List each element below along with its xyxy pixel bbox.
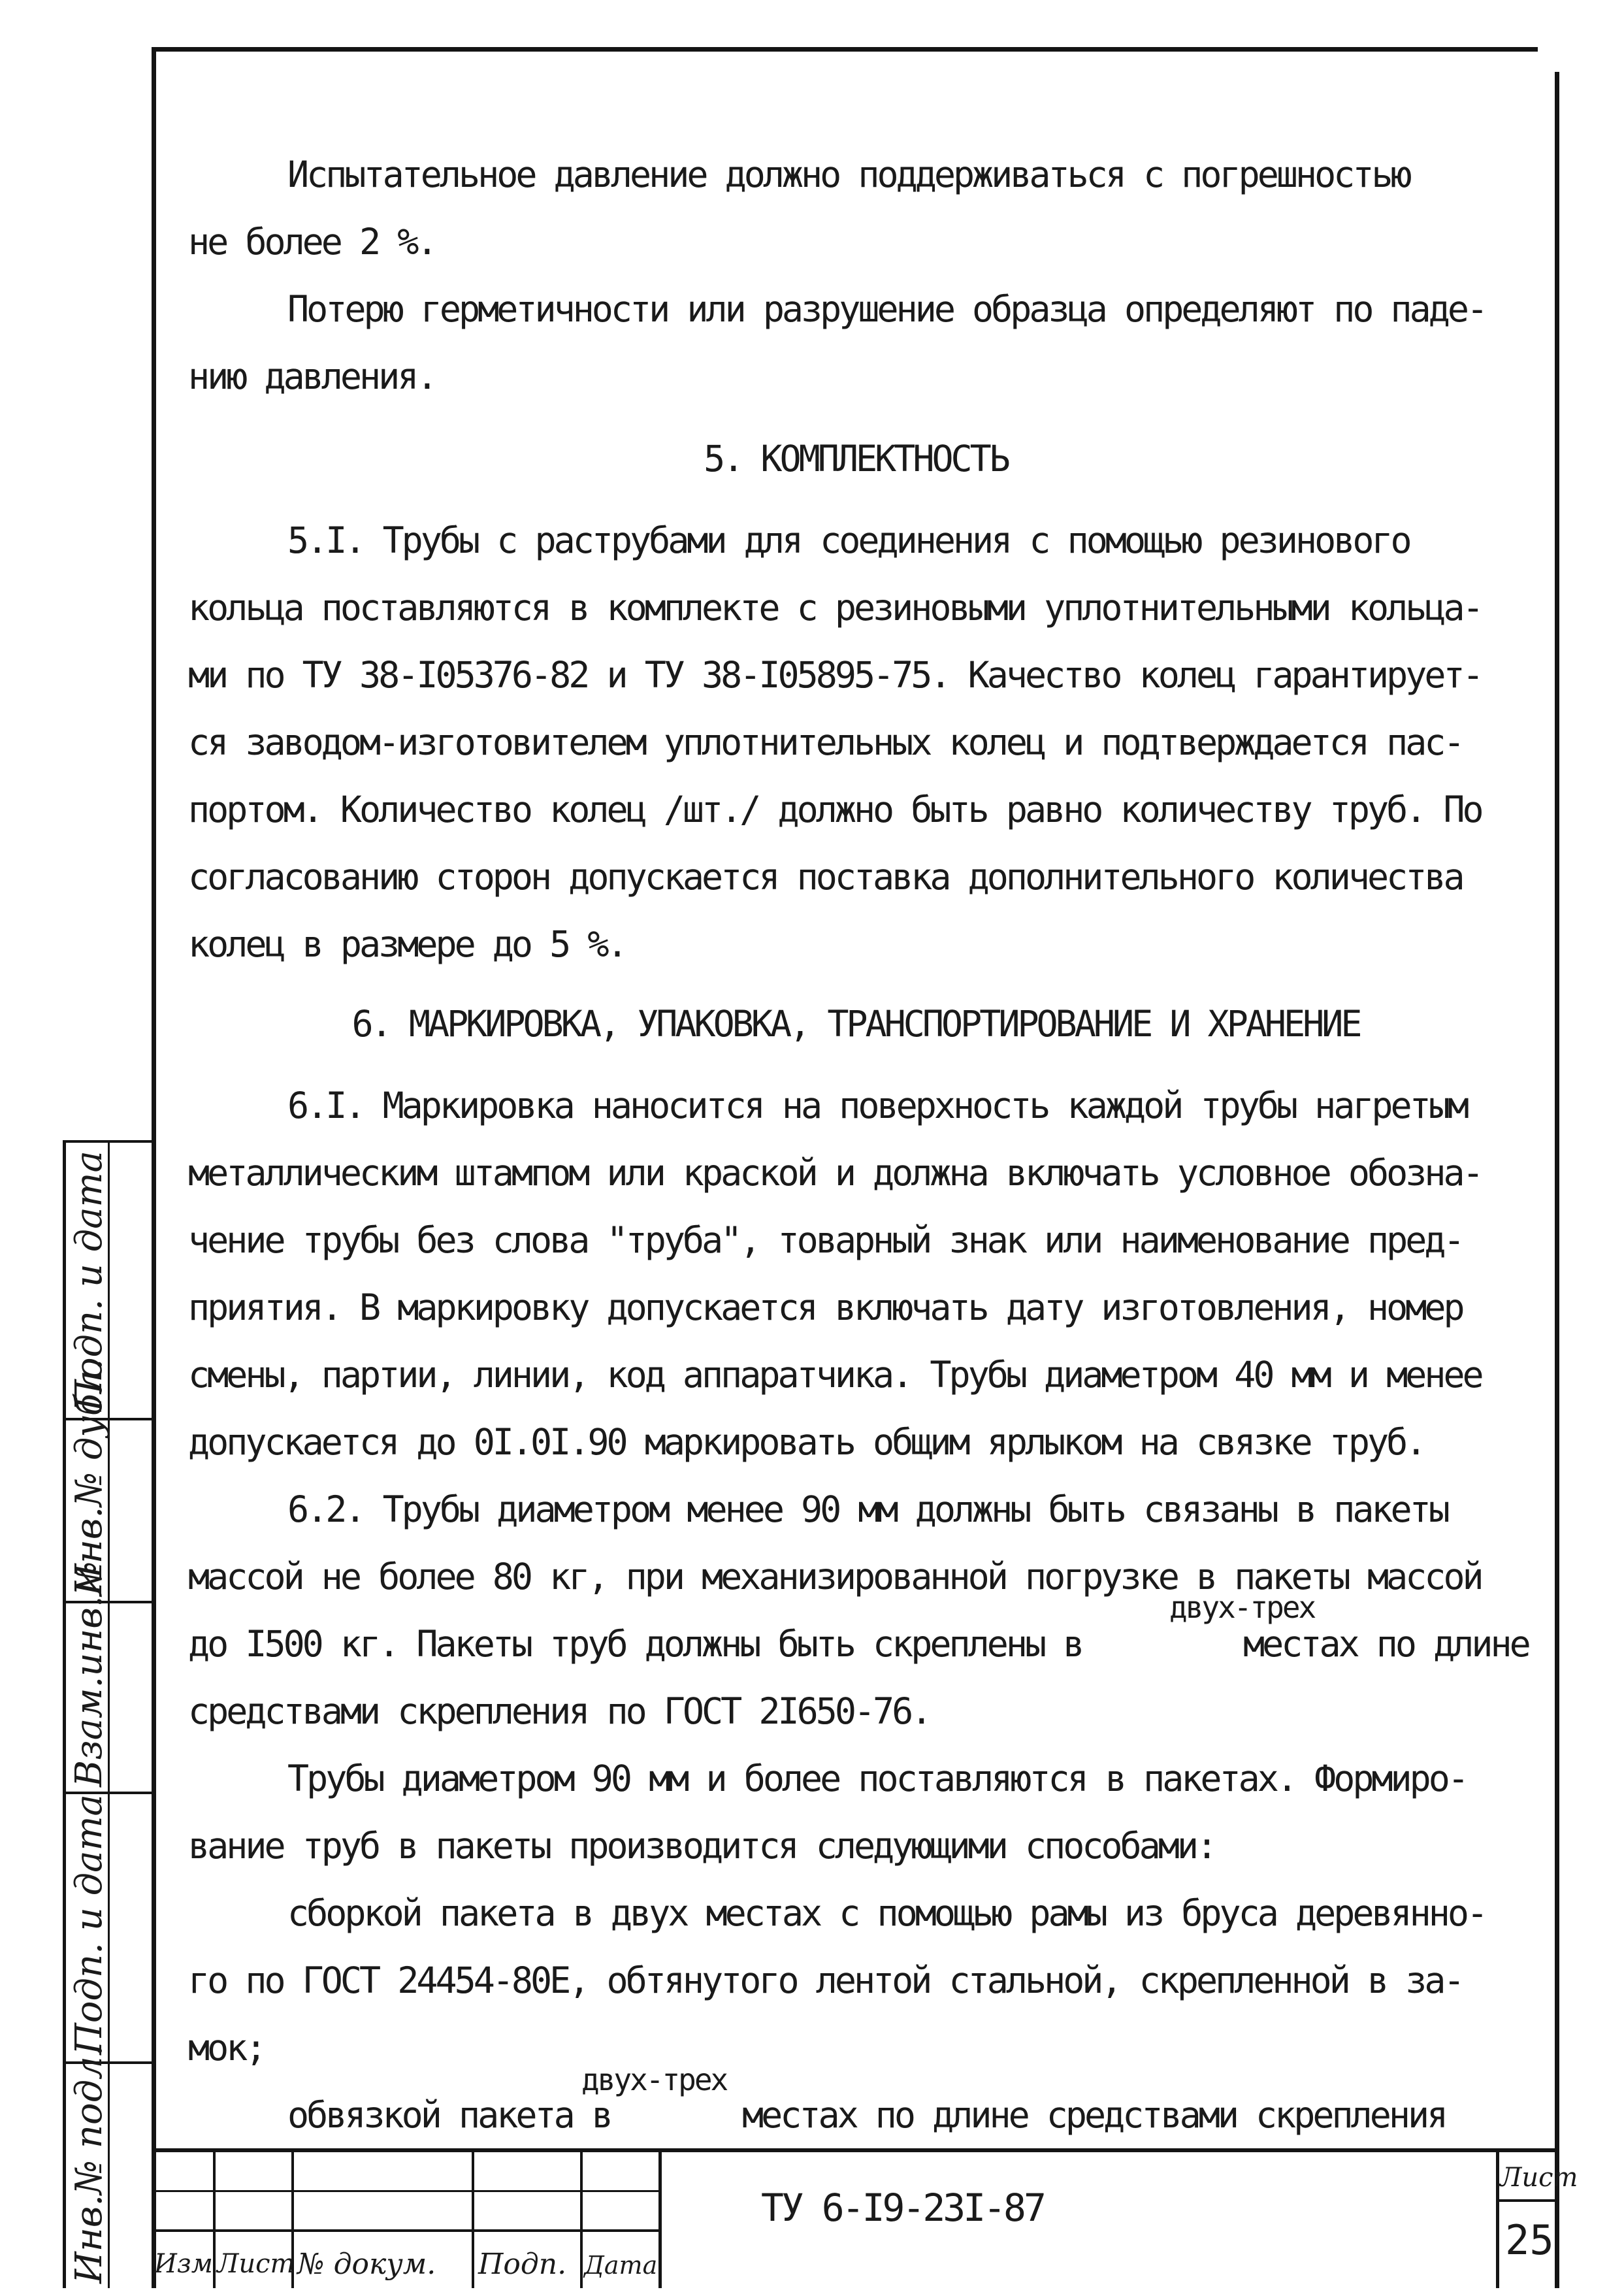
title-block-v-4 — [580, 2148, 583, 2288]
section-heading-5: 5. КОМПЛЕКТНОСТЬ — [704, 438, 1008, 480]
section-5-1-line-7: колец в размере до 5 %. — [188, 923, 626, 965]
title-block-v-sheet — [1496, 2148, 1499, 2288]
side-label-podp-data-2: Подп. и дата — [68, 1794, 110, 2055]
section-5-1-line-4: ся заводом-изготовителем уплотнительных колец и подтверждается пас- — [188, 721, 1463, 763]
side-stamp-top — [63, 1140, 154, 1143]
section-6-2-line-3a: до I500 кг. Пакеты труб должны быть скреплены в — [188, 1623, 1082, 1665]
section-6-1-line-6: допускается до 0I.0I.90 маркировать общим ярлыком на связке труб. — [188, 1421, 1425, 1463]
paragraph-leak-line-2: нию давления. — [188, 355, 436, 397]
frame-right-border — [1555, 72, 1559, 2288]
section-5-1-line-6: согласованию сторон допускается поставка дополнительного количества — [188, 856, 1463, 898]
section-6-2-line-1: 6.2. Трубы диаметром менее 90 мм должны быть связаны в пакеты — [287, 1488, 1448, 1530]
section-6-2-line-4: средствами скрепления по ГОСТ 2I650-76. — [188, 1690, 930, 1732]
section-heading-6: 6. МАРКИРОВКА, УПАКОВКА, ТРАНСПОРТИРОВАНИЕ И ХРАНЕНИЕ — [351, 1003, 1360, 1045]
method-1-line-1: сборкой пакета в двух местах с помощью рамы из бруса деревянно- — [287, 1892, 1486, 1934]
title-block-row-1 — [152, 2190, 661, 2192]
paragraph-packets-line-2: вание труб в пакеты производится следующими способами: — [188, 1825, 1216, 1867]
title-block-v-3 — [472, 2148, 474, 2288]
side-label-inv-podl: Инв.№ подл. — [68, 2044, 110, 2284]
section-6-1-line-4: приятия. В маркировку допускается включать дату изготовления, номер — [188, 1286, 1463, 1328]
method-1-line-3: мок; — [188, 2027, 265, 2069]
method-2-line-1a: обвязкой пакета в — [287, 2094, 611, 2136]
section-6-1-line-3: чение трубы без слова "труба", товарный знак или наименование пред- — [188, 1219, 1463, 1261]
section-5-1-line-3: ми по ТУ 38-I05376-82 и ТУ 38-I05895-75. Качество колец гарантирует- — [188, 654, 1482, 696]
side-stamp-outer-left — [63, 1140, 66, 2288]
frame-left-border — [152, 47, 156, 2288]
method-2-insert-dvuh-treh: двух-трех — [581, 2062, 727, 2097]
document-code: ТУ 6-I9-23I-87 — [761, 2186, 1044, 2230]
section-6-2-insert-dvuh-treh: двух-трех — [1169, 1590, 1315, 1625]
paragraph-leak-line-1: Потерю герметичности или разрушение образца определяют по паде- — [287, 288, 1486, 330]
title-block-top — [152, 2148, 1559, 2152]
col-label-data: Дата — [584, 2251, 658, 2280]
col-label-doc: № докум. — [297, 2248, 436, 2281]
side-label-vzam-inv: Взам.инв.№ — [68, 1561, 110, 1787]
col-label-list: Лист — [217, 2249, 295, 2279]
col-label-izm: Изм — [154, 2249, 213, 2279]
col-label-podp: Подп. — [478, 2248, 567, 2281]
sheet-number: 25 — [1505, 2216, 1554, 2264]
frame-top-border — [152, 47, 1538, 52]
title-block-sheet-divider — [1496, 2199, 1559, 2202]
section-5-1-line-2: кольца поставляются в комплекте с резиновыми уплотнительными кольца- — [188, 587, 1482, 629]
paragraph-pressure-line-1: Испытательное давление должно поддерживаться с погрешностью — [287, 154, 1410, 195]
method-1-line-2: го по ГОСТ 24454-80Е, обтянутого лентой стальной, скрепленной в за- — [188, 1959, 1463, 2001]
title-block-v-1 — [213, 2148, 216, 2288]
section-5-1-line-1: 5.I. Трубы с раструбами для соединения с помощью резинового — [287, 519, 1410, 561]
section-5-1-line-5: портом. Количество колец /шт./ должно быть равно количеству труб. По — [188, 789, 1482, 830]
method-2-line-1b: местах по длине средствами скрепления — [742, 2094, 1446, 2136]
paragraph-packets-line-1: Трубы диаметром 90 мм и более поставляются в пакетах. Формиро- — [287, 1758, 1467, 1799]
side-label-inv-dubl: Инв.№ дубл. — [68, 1358, 110, 1596]
paragraph-pressure-line-2: не более 2 %. — [188, 221, 436, 263]
section-6-1-line-1: 6.I. Маркировка наносится на поверхность каждой трубы нагретым — [287, 1085, 1467, 1126]
sheet-label: Лист — [1500, 2163, 1578, 2193]
title-block-v-5 — [658, 2148, 662, 2288]
title-block-row-2 — [152, 2229, 661, 2232]
section-6-2-line-3b: местах по длине — [1243, 1623, 1529, 1665]
section-6-1-line-2: металлическим штампом или краской и должна включать условное обозна- — [188, 1152, 1482, 1194]
side-label-podp-data-1: Подп. и дата — [68, 1151, 110, 1411]
section-6-2-line-2: массой не более 80 кг, при механизированной погрузке в пакеты массой — [188, 1556, 1482, 1598]
section-6-1-line-5: смены, партии, линии, код аппаратчика. Трубы диаметром 40 мм и менее — [188, 1354, 1482, 1396]
